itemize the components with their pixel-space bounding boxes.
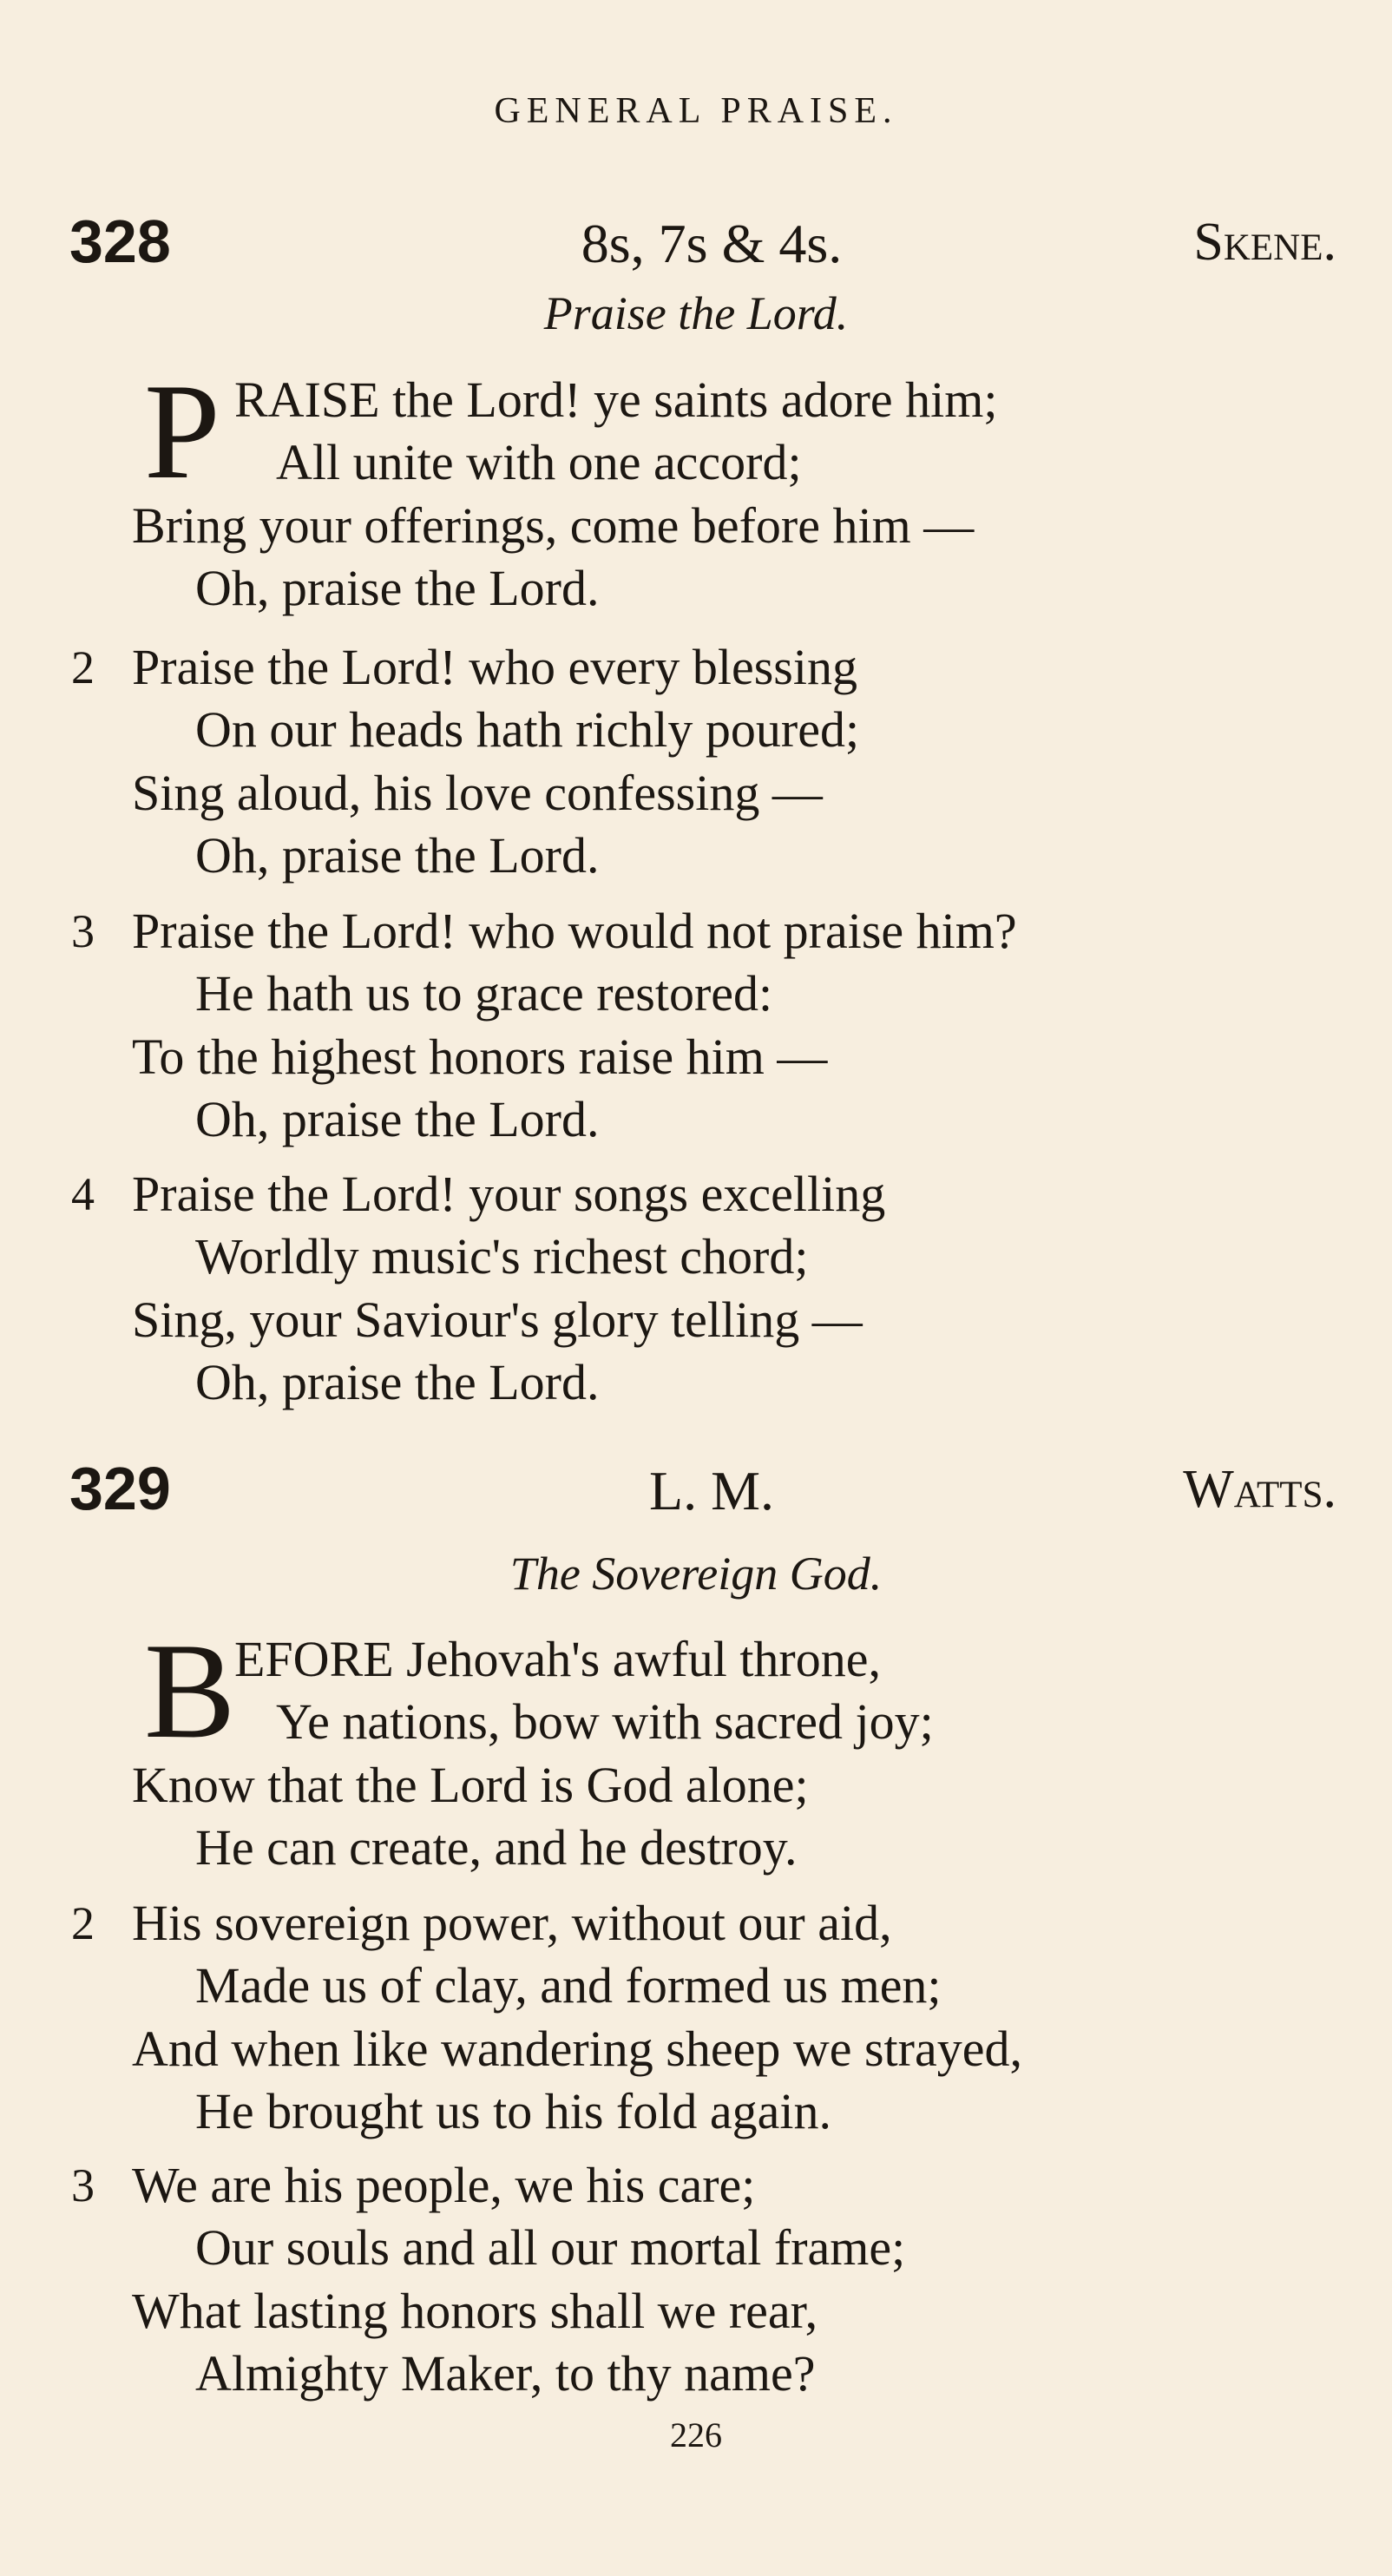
verse-line: RAISE the Lord! ye saints adore him; (234, 371, 998, 428)
verse-line: EFORE Jehovah's awful throne, (234, 1631, 881, 1687)
verse-line: Oh, praise the Lord. (195, 1354, 600, 1410)
verse-number: 2 (71, 1897, 95, 1949)
verse-number: 4 (71, 1168, 95, 1220)
verse-number: 3 (71, 905, 95, 957)
hymn-328-header (69, 207, 1336, 276)
verse-line: Our souls and all our mortal frame; (195, 2219, 906, 2276)
verse-line: We are his people, we his care; (132, 2157, 756, 2213)
running-head: GENERAL PRAISE. (494, 91, 898, 131)
verse-line: Worldly music's richest chord; (195, 1228, 809, 1285)
hymn-author: Watts. (1183, 1460, 1336, 1519)
verse-line: What lasting honors shall we rear, (132, 2283, 818, 2339)
hymn-title: Praise the Lord. (543, 287, 849, 339)
verse-line: Praise the Lord! who every blessing (132, 639, 857, 695)
verse-line: On our heads hath richly poured; (195, 701, 860, 758)
verse-line: Sing, your Saviour's glory telling — (132, 1291, 863, 1348)
verse-line: Oh, praise the Lord. (195, 1091, 600, 1147)
hymn-meter: L. M. (649, 1460, 774, 1521)
verse-line: Ye nations, bow with sacred joy; (276, 1693, 934, 1750)
verse-line: Sing aloud, his love confessing — (132, 765, 823, 821)
hymn-329-header (69, 1454, 1336, 1523)
hymn-author: Skene. (1193, 213, 1336, 272)
verse-line: Oh, praise the Lord. (195, 560, 600, 616)
verse-line: Made us of clay, and formed us men; (195, 1957, 942, 2014)
verse-line: And when like wandering sheep we strayed, (132, 2021, 1022, 2077)
verse-line: Know that the Lord is God alone; (132, 1757, 809, 1813)
verse-line: Praise the Lord! your songs excelling (132, 1166, 886, 1222)
verse-line: Almighty Maker, to thy name? (195, 2345, 816, 2402)
verse-line: His sovereign power, without our aid, (132, 1895, 892, 1951)
hymn-number: 328 (69, 207, 171, 275)
verse-number: 2 (71, 641, 95, 693)
verse-line: To the highest honors raise him — (132, 1028, 828, 1085)
drop-cap: B (144, 1615, 236, 1767)
verse-line: All unite with one accord; (276, 434, 802, 490)
verse-number: 3 (71, 2159, 95, 2211)
hymn-title: The Sovereign God. (509, 1548, 883, 1600)
verse-line: Bring your offerings, come before him — (132, 497, 975, 554)
verse-line: He hath us to grace restored: (195, 965, 773, 1022)
page-number: 226 (670, 2415, 722, 2454)
hymn-meter: 8s, 7s & 4s. (581, 213, 843, 274)
verse-line: Praise the Lord! who would not praise him? (132, 903, 1017, 959)
drop-cap: P (144, 356, 220, 508)
verse-line: He can create, and he destroy. (195, 1819, 798, 1876)
verse-line: He brought us to his fold again. (195, 2083, 831, 2139)
verse-line: Oh, praise the Lord. (195, 827, 600, 884)
hymn-number: 329 (69, 1455, 171, 1522)
